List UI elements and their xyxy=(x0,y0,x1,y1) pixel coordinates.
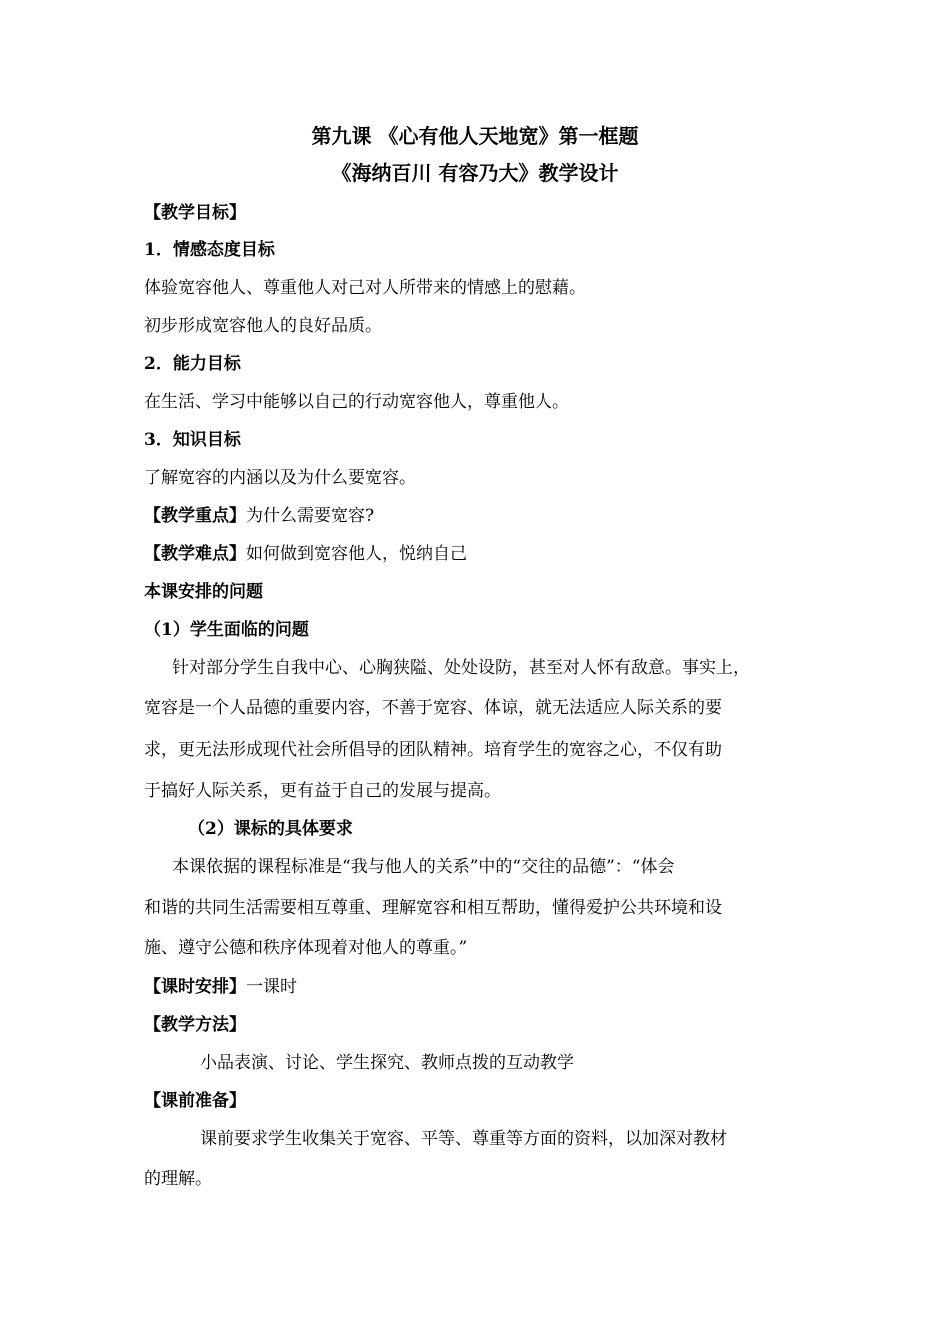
student-issues-line: 于搞好人际关系，更有益于自己的发展与提高。 xyxy=(144,781,501,801)
key-point-text: 为什么需要宽容? xyxy=(246,506,375,526)
prep-line: 的理解。 xyxy=(144,1169,212,1189)
objectives-heading: 【教学目标】 xyxy=(144,203,246,223)
document-title-line-1: 第九课 《心有他人天地宽》第一框题 xyxy=(311,124,639,148)
schedule-row xyxy=(144,975,297,999)
method-text: 小品表演、讨论、学生探究、教师点拨的互动教学 xyxy=(200,1053,574,1073)
prep-heading: 【课前准备】 xyxy=(144,1091,246,1111)
key-point-row xyxy=(144,504,374,528)
schedule-label: 【课时安排】 xyxy=(144,977,246,997)
document-title-line-2: 《海纳百川 有容乃大》教学设计 xyxy=(331,161,619,185)
standard-line: 和谐的共同生活需要相互尊重、理解宽容和相互帮助，懂得爱护公共环境和设 xyxy=(144,898,722,918)
student-issues-line: 求，更无法形成现代社会所倡导的团队精神。培育学生的宽容之心，不仅有助 xyxy=(144,740,722,760)
ability-objective-line: 在生活、学习中能够以自己的行动宽容他人，尊重他人。 xyxy=(144,392,569,412)
difficulty-row xyxy=(144,542,467,566)
knowledge-objective-line: 了解宽容的内涵以及为什么要宽容。 xyxy=(144,468,416,488)
standard-line: 本课依据的课程标准是“我与他人的关系”中的“交往的品德”：“体会 xyxy=(172,857,675,877)
difficulty-label: 【教学难点】 xyxy=(144,544,246,564)
emotion-objective-line: 初步形成宽容他人的良好品质。 xyxy=(144,316,382,336)
student-issues-heading: （1）学生面临的问题 xyxy=(144,620,309,640)
emotion-objective-line: 体验宽容他人、尊重他人对己对人所带来的情感上的慰藉。 xyxy=(144,278,586,298)
difficulty-text: 如何做到宽容他人，悦纳自己 xyxy=(246,544,467,564)
emotion-objective-heading: 1．情感态度目标 xyxy=(144,240,275,260)
knowledge-objective-heading: 3．知识目标 xyxy=(144,430,241,450)
student-issues-line: 宽容是一个人品德的重要内容，不善于宽容、体谅，就无法适应人际关系的要 xyxy=(144,698,722,718)
ability-objective-heading: 2．能力目标 xyxy=(144,354,241,374)
schedule-text: 一课时 xyxy=(246,977,297,997)
prep-line: 课前要求学生收集关于宽容、平等、尊重等方面的资料，以加深对教材 xyxy=(200,1129,727,1149)
key-point-label: 【教学重点】 xyxy=(144,506,246,526)
method-heading: 【教学方法】 xyxy=(144,1015,246,1035)
standard-heading: （2）课标的具体要求 xyxy=(188,819,353,839)
student-issues-line: 针对部分学生自我中心、心胸狭隘、处处设防，甚至对人怀有敌意。事实上， xyxy=(172,658,750,678)
standard-line: 施、遵守公德和秩序体现着对他人的尊重。” xyxy=(144,938,468,958)
issues-heading: 本课安排的问题 xyxy=(144,582,263,602)
